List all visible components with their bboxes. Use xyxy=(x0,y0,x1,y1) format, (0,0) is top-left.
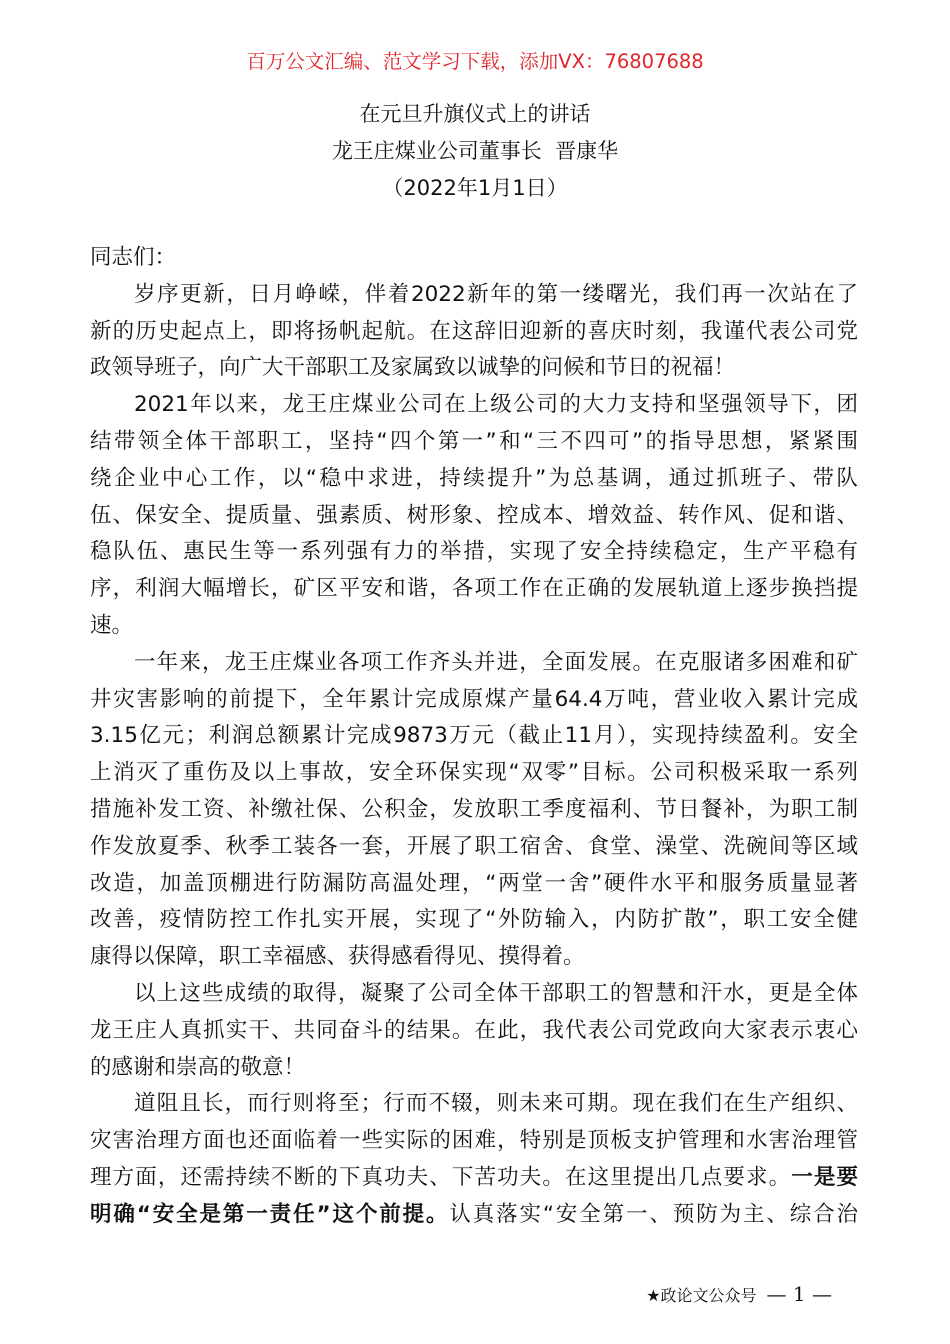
paragraph-line: 政领导班子，向广大干部职工及家属致以诚挚的问候和节日的祝福！ xyxy=(90,355,736,381)
paragraph xyxy=(90,645,858,976)
paragraph xyxy=(90,387,858,645)
speech-date: （2022年1月1日） xyxy=(382,176,568,200)
paragraph-line: 伍、保安全、提质量、强素质、树形象、控成本、增效益、转作风、促和谐、 xyxy=(90,502,858,528)
text-run: 理方面，还需持续不断的下真功夫、下苦功夫。在这里提出几点要求。 xyxy=(90,1164,792,1190)
paragraph-line: 作发放夏季、秋季工装各一套，开展了职工宿舍、食堂、澡堂、洗碗间等区域 xyxy=(90,833,858,859)
paragraph-line: 岁序更新，日月峥嵘，伴着2022新年的第一缕曙光，我们再一次站在了 xyxy=(134,281,858,307)
paragraph-line: 改造，加盖顶棚进行防漏防高温处理，“两堂一舍”硬件水平和服务质量显著 xyxy=(90,870,858,896)
paragraph xyxy=(90,277,858,387)
paragraph-line: 改善，疫情防控工作扎实开展，实现了“外防输入，内防扩散”，职工安全健 xyxy=(90,907,858,933)
speech-body xyxy=(90,240,858,1234)
paragraph-line: 一年来，龙王庄煤业各项工作齐头并进，全面发展。在克服诸多困难和矿 xyxy=(134,649,858,675)
bold-run: 一是要 xyxy=(791,1164,858,1190)
paragraph-line: 以上这些成绩的取得，凝聚了公司全体干部职工的智慧和汗水，更是全体 xyxy=(134,980,858,1006)
paragraph-line: 2021年以来，龙王庄煤业公司在上级公司的大力支持和坚强领导下，团 xyxy=(134,392,858,418)
paragraph xyxy=(90,976,858,1086)
paragraph-line: 的感谢和崇高的敬意！ xyxy=(90,1054,306,1080)
paragraph-line: 新的历史起点上，即将扬帆起航。在这辞旧迎新的喜庆时刻，我谨代表公司党 xyxy=(90,318,858,344)
watermark-banner: 百万公文汇编、范文学习下载，添加VX：76807688 xyxy=(246,50,704,73)
text-run: 认真落实“安全第一、预防为主、综合治 xyxy=(449,1201,859,1227)
paragraph-line: 井灾害影响的前提下，全年累计完成原煤产量64.4万吨，营业收入累计完成 xyxy=(90,686,858,712)
paragraph-line: 速。 xyxy=(90,612,134,638)
page-number: — 1 — xyxy=(766,1282,832,1306)
paragraph-line: 康得以保障，职工幸福感、获得感看得见、摸得着。 xyxy=(90,944,585,970)
paragraph-line: 稳队伍、惠民生等一系列强有力的举措，实现了安全持续稳定，生产平稳有 xyxy=(90,539,858,565)
bold-run: 明确“安全是第一责任”这个前提。 xyxy=(90,1201,450,1227)
paragraph-line: 龙王庄人真抓实干、共同奋斗的结果。在此，我代表公司党政向大家表示衷心 xyxy=(90,1017,858,1043)
paragraph-line xyxy=(90,1160,858,1197)
paragraph-line: 序，利润大幅增长，矿区平安和谐，各项工作在正确的发展轨道上逐步换挡提 xyxy=(90,576,858,602)
paragraph-line: 上消灭了重伤及以上事故，安全环保实现“双零”目标。公司积极采取一系列 xyxy=(90,760,858,786)
salutation: 同志们： xyxy=(90,245,177,270)
paragraph-line: 道阻且长，而行则将至；行而不辍，则未来可期。现在我们在生产组织、 xyxy=(134,1091,858,1117)
paragraph-line: 绕企业中心工作，以“稳中求进，持续提升”为总基调，通过抓班子、带队 xyxy=(90,465,858,491)
paragraph-line: 灾害治理方面也还面临着一些实际的困难，特别是顶板支护管理和水害治理管 xyxy=(90,1128,858,1154)
page-footer xyxy=(646,1282,832,1306)
speech-author: 龙王庄煤业公司董事长 晋康华 xyxy=(331,139,619,163)
paragraph-line: 措施补发工资、补缴社保、公积金，发放职工季度福利、节日餐补，为职工制 xyxy=(90,796,858,822)
speech-title: 在元旦升旗仪式上的讲话 xyxy=(359,102,591,126)
footer-source: ★政论文公众号 xyxy=(646,1285,757,1305)
paragraph xyxy=(90,1086,858,1233)
paragraph-line: 3.15亿元；利润总额累计完成9873万元（截止11月），实现持续盈利。安全 xyxy=(90,723,858,749)
paragraph-line: 结带领全体干部职工，坚持“四个第一”和“三不四可”的指导思想，紧紧围 xyxy=(90,428,858,454)
paragraph-line xyxy=(90,1197,858,1234)
